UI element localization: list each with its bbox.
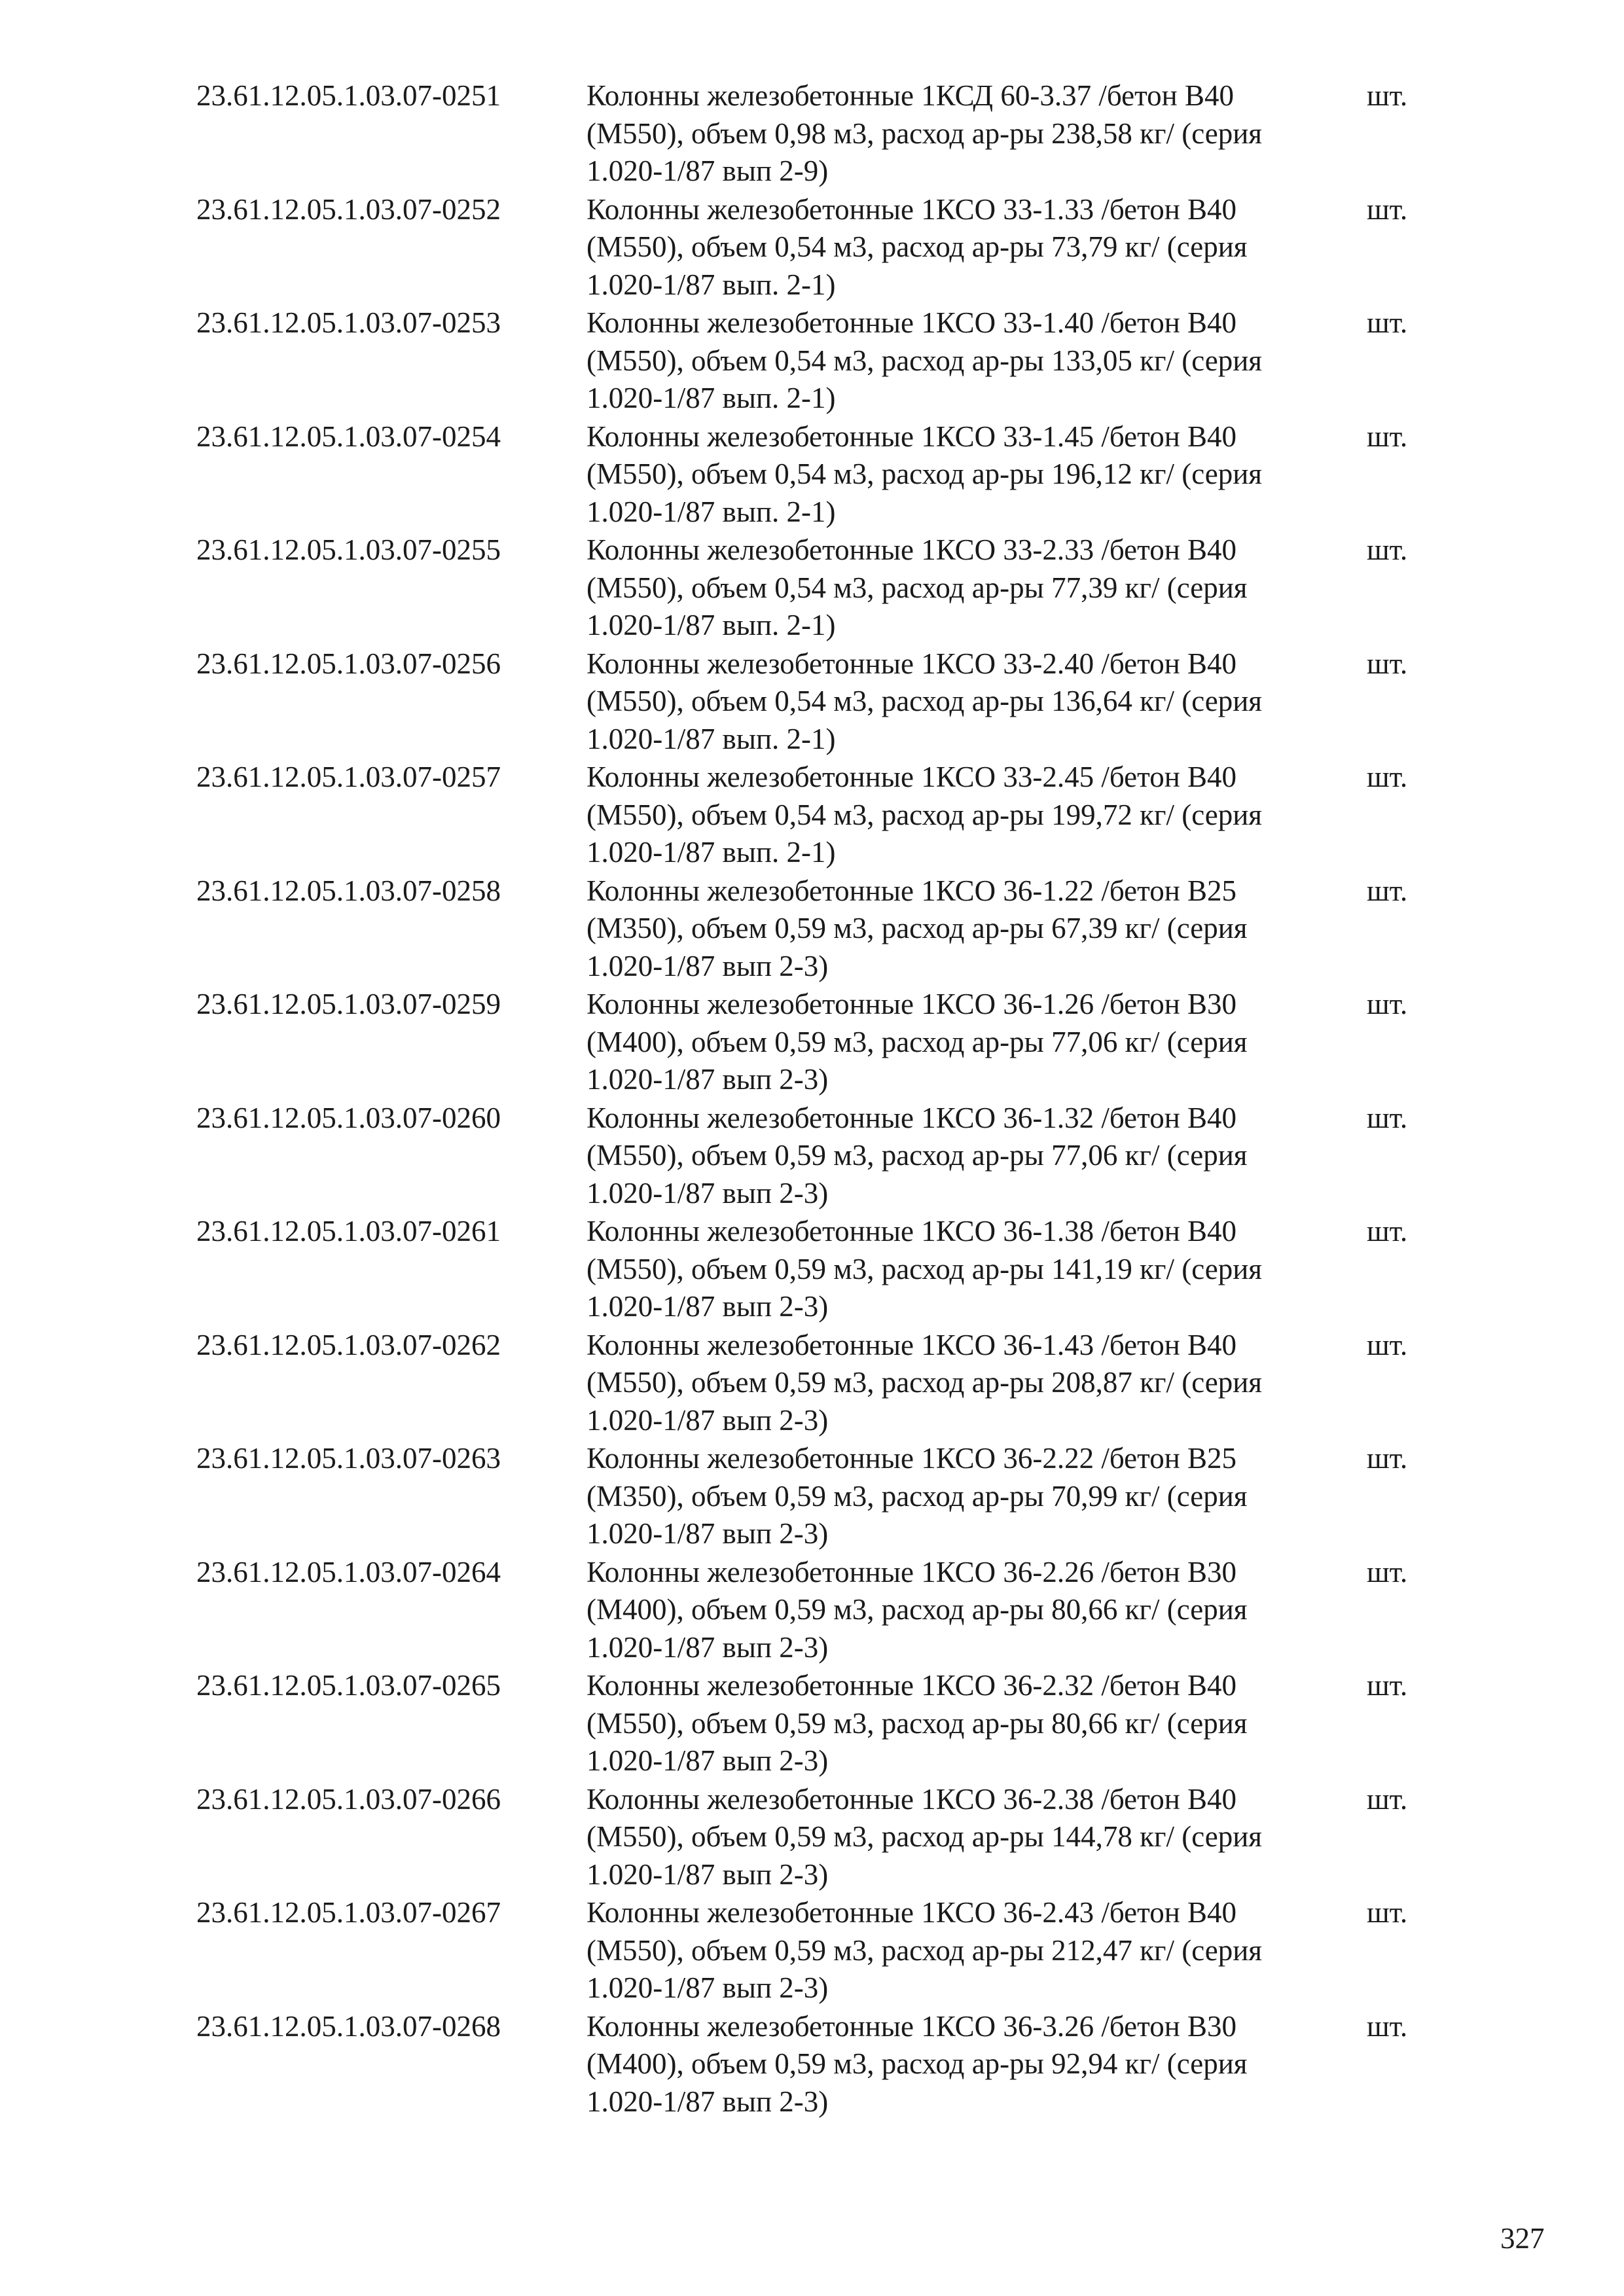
- resource-description: Колонны железобетонные 1КСО 36-2.32 /бетон В40 (М550), объем 0,59 м3, расход ар-ры 80,66 кг/ (серия 1.020-1/87 вып 2-3): [586, 1669, 1248, 1777]
- resource-unit: шт.: [1367, 1101, 1408, 1134]
- resource-unit: шт.: [1367, 1555, 1408, 1588]
- resource-unit: шт.: [1367, 1328, 1408, 1361]
- resource-row: [196, 1100, 1440, 1213]
- resource-row: [196, 872, 1440, 986]
- resource-unit: шт.: [1367, 2009, 1408, 2043]
- resource-code: 23.61.12.05.1.03.07-0268: [196, 2009, 501, 2043]
- resource-code: 23.61.12.05.1.03.07-0266: [196, 1782, 501, 1816]
- resource-code: 23.61.12.05.1.03.07-0254: [196, 420, 501, 453]
- resource-row: [196, 986, 1440, 1100]
- resource-row: [196, 191, 1440, 305]
- resource-description: Колонны железобетонные 1КСО 36-2.38 /бетон В40 (М550), объем 0,59 м3, расход ар-ры 144,78 кг/ (серия 1.020-1/87 вып 2-3): [586, 1782, 1262, 1891]
- resource-description: Колонны железобетонные 1КСО 36-1.22 /бетон В25 (М350), объем 0,59 м3, расход ар-ры 67,39 кг/ (серия 1.020-1/87 вып 2-3): [586, 874, 1248, 982]
- resource-description: Колонны железобетонные 1КСО 36-1.32 /бетон В40 (М550), объем 0,59 м3, расход ар-ры 77,06 кг/ (серия 1.020-1/87 вып 2-3): [586, 1101, 1248, 1210]
- resource-description: Колонны железобетонные 1КСО 33-1.40 /бетон В40 (М550), объем 0,54 м3, расход ар-ры 133,05 кг/ (серия 1.020-1/87 вып. 2-1): [586, 306, 1262, 414]
- resource-unit: шт.: [1367, 192, 1408, 226]
- resource-unit: шт.: [1367, 874, 1408, 907]
- resource-description: Колонны железобетонные 1КСО 36-1.43 /бетон В40 (М550), объем 0,59 м3, расход ар-ры 208,87 кг/ (серия 1.020-1/87 вып 2-3): [586, 1328, 1262, 1437]
- resource-description: Колонны железобетонные 1КСО 36-1.26 /бетон В30 (М400), объем 0,59 м3, расход ар-ры 77,06 кг/ (серия 1.020-1/87 вып 2-3): [586, 988, 1248, 1096]
- resource-description: Колонны железобетонные 1КСО 33-1.45 /бетон В40 (М550), объем 0,54 м3, расход ар-ры 196,12 кг/ (серия 1.020-1/87 вып. 2-1): [586, 420, 1262, 528]
- resource-unit: шт.: [1367, 420, 1408, 453]
- resource-row: [196, 1327, 1440, 1441]
- resource-description: Колонны железобетонные 1КСО 36-2.43 /бетон В40 (М550), объем 0,59 м3, расход ар-ры 212,47 кг/ (серия 1.020-1/87 вып 2-3): [586, 1896, 1262, 2004]
- resource-row: [196, 759, 1440, 872]
- resource-row: [196, 1440, 1440, 1554]
- resource-row: [196, 2008, 1440, 2122]
- resource-description: Колонны железобетонные 1КСО 33-2.33 /бетон В40 (М550), объем 0,54 м3, расход ар-ры 77,39 кг/ (серия 1.020-1/87 вып. 2-1): [586, 533, 1248, 641]
- resource-code: 23.61.12.05.1.03.07-0259: [196, 988, 501, 1020]
- resource-unit: шт.: [1367, 988, 1408, 1020]
- resource-description: Колонны железобетонные 1КСО 33-2.40 /бетон В40 (М550), объем 0,54 м3, расход ар-ры 136,64 кг/ (серия 1.020-1/87 вып. 2-1): [586, 647, 1262, 755]
- resource-row: [196, 645, 1440, 759]
- resource-description: Колонны железобетонные 1КСО 36-3.26 /бетон В30 (М400), объем 0,59 м3, расход ар-ры 92,94 кг/ (серия 1.020-1/87 вып 2-3): [586, 2009, 1248, 2118]
- resource-code: 23.61.12.05.1.03.07-0253: [196, 306, 501, 339]
- resource-row: [196, 1781, 1440, 1895]
- resource-description: Колонны железобетонные 1КСО 36-2.22 /бетон В25 (М350), объем 0,59 м3, расход ар-ры 70,99 кг/ (серия 1.020-1/87 вып 2-3): [586, 1442, 1248, 1550]
- page-number: 327: [1500, 2222, 1545, 2255]
- resource-description: Колонны железобетонные 1КСД 60-3.37 /бетон В40 (М550), объем 0,98 м3, расход ар-ры 238,58 кг/ (серия 1.020-1/87 вып 2-9): [586, 79, 1262, 187]
- resource-code: 23.61.12.05.1.03.07-0265: [196, 1669, 501, 1702]
- resource-description: Колонны железобетонные 1КСО 36-2.26 /бетон В30 (М400), объем 0,59 м3, расход ар-ры 80,66 кг/ (серия 1.020-1/87 вып 2-3): [586, 1555, 1248, 1664]
- resource-code: 23.61.12.05.1.03.07-0257: [196, 761, 501, 793]
- resource-description: Колонны железобетонные 1КСО 36-1.38 /бетон В40 (М550), объем 0,59 м3, расход ар-ры 141,19 кг/ (серия 1.020-1/87 вып 2-3): [586, 1215, 1262, 1323]
- resource-unit: шт.: [1367, 1896, 1408, 1929]
- resource-code: 23.61.12.05.1.03.07-0251: [196, 79, 501, 112]
- resource-list: [196, 77, 1440, 2121]
- resource-row: [196, 1667, 1440, 1781]
- resource-unit: шт.: [1367, 79, 1408, 112]
- resource-row: [196, 418, 1440, 532]
- resource-unit: шт.: [1367, 1782, 1408, 1816]
- resource-unit: шт.: [1367, 533, 1408, 566]
- resource-row: [196, 304, 1440, 418]
- resource-row: [196, 531, 1440, 645]
- resource-unit: шт.: [1367, 1442, 1408, 1475]
- resource-code: 23.61.12.05.1.03.07-0255: [196, 533, 501, 566]
- resource-row: [196, 1554, 1440, 1668]
- resource-code: 23.61.12.05.1.03.07-0264: [196, 1555, 501, 1588]
- resource-description: Колонны железобетонные 1КСО 33-1.33 /бетон В40 (М550), объем 0,54 м3, расход ар-ры 73,79 кг/ (серия 1.020-1/87 вып. 2-1): [586, 192, 1248, 301]
- resource-code: 23.61.12.05.1.03.07-0252: [196, 192, 501, 226]
- resource-row: [196, 77, 1440, 191]
- resource-code: 23.61.12.05.1.03.07-0256: [196, 647, 501, 680]
- resource-unit: шт.: [1367, 647, 1408, 680]
- resource-unit: шт.: [1367, 1669, 1408, 1702]
- resource-code: 23.61.12.05.1.03.07-0263: [196, 1442, 501, 1475]
- resource-unit: шт.: [1367, 306, 1408, 339]
- resource-description: Колонны железобетонные 1КСО 33-2.45 /бетон В40 (М550), объем 0,54 м3, расход ар-ры 199,72 кг/ (серия 1.020-1/87 вып. 2-1): [586, 761, 1262, 869]
- resource-code: 23.61.12.05.1.03.07-0267: [196, 1896, 501, 1929]
- resource-row: [196, 1213, 1440, 1327]
- resource-row: [196, 1894, 1440, 2008]
- resource-code: 23.61.12.05.1.03.07-0261: [196, 1215, 501, 1247]
- resource-code: 23.61.12.05.1.03.07-0262: [196, 1328, 501, 1361]
- resource-unit: шт.: [1367, 761, 1408, 793]
- resource-unit: шт.: [1367, 1215, 1408, 1247]
- resource-code: 23.61.12.05.1.03.07-0260: [196, 1101, 501, 1134]
- resource-code: 23.61.12.05.1.03.07-0258: [196, 874, 501, 907]
